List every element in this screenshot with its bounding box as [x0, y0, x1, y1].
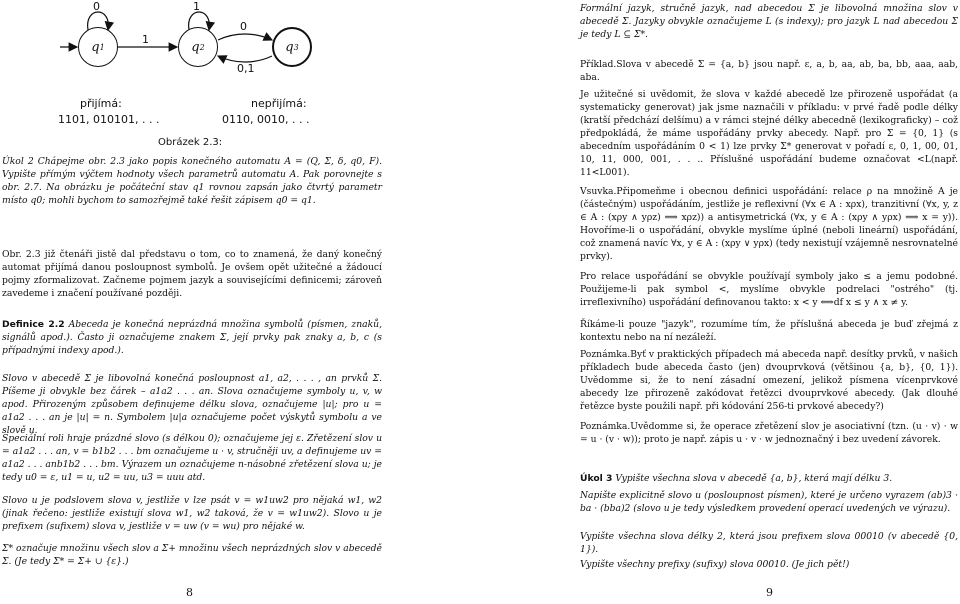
state-q2: q 2 — [178, 27, 218, 67]
accept-label: přijímá: — [80, 97, 122, 110]
task-3-d: Vypište všechny prefixy (sufixy) slova 00010. (Je jich pět!) — [580, 559, 850, 570]
paragraph-formal: Formální jazyk, stručně jazyk, nad abecedou Σ je libovolná množina slov v abecedě Σ. Jazyky obvykle označujeme L (s indexy); pro jazyk L nad abecedou Σ je tedy L ⊆ Σ*. — [580, 3, 958, 40]
paragraph-uzitecne: Je užitečné si uvědomit, že slova v každé abecedě lze přirozeně uspořádat (a systematicky generovat) jak jsme naznačili v příkladu: v prvé řadě podle délky (kratší předchází delšímu) a v rámci stejné délky abecedně (lexikograficky) – což předpokládá, že máme uspořádány prvky abecedy. Např. pro Σ = {0, 1} (s abecedním uspořádáním 0 < 1) lze prvky Σ* generovat v pořadí ε, 0, 1, 00, 01, 10, 11, 000, 001, . . .. Příslušné uspořádání budeme označovat <L(např. 11<L001). — [580, 89, 958, 178]
task-3-title: Úkol 3 — [580, 473, 613, 484]
state-q1: q 1 — [78, 27, 118, 67]
reject-values: 0110, 0010, . . . — [222, 113, 310, 126]
paragraph-poznamka-2: Poznámka.Uvědomme si, že operace zřetězení slov je asociativní (tzn. (u · v) · w = u · (v · w)); proto je např. zápis u · v · w jednoznačný i bez uvedení závorek. — [580, 421, 958, 445]
accept-values: 1101, 010101, . . . — [58, 113, 160, 126]
label-q2-q3: 0 — [240, 20, 247, 33]
state-q3: q 3 — [272, 27, 312, 67]
page-number-right: 9 — [766, 586, 773, 599]
task-3 — [580, 472, 958, 485]
paragraph-obr: Obr. 2.3 již čtenáři jistě dal představu o tom, co to znamená, že daný konečný automat přijímá danou posloupnost symbolů. Je ovšem opět užitečné a žádoucí pojmy zformalizovat. Začneme pojmem jazyk a souvisejícími definicemi; zároveň zavedeme i značení používané později. — [2, 249, 382, 299]
paragraph-vsuvka: Vsuvka.Připomeňme i obecnou definici uspořádání: relace ρ na množině A je (částečným) uspořádáním, jestliže je reflexivní (∀x ∈ A : xρx), tranzitivní (∀x, y, z ∈ A : (xρy ∧ yρz) ⟹ xρz)) a antisymetrická (∀x, y ∈ A : (xρy ∧ yρx) ⟹ x = y)). Hovoříme-li o uspořádání, obvykle myslíme úplné (neboli lineární) uspořádání, což znamená navíc ∀x, y ∈ A : (xρy ∨ yρx) (tedy nexistují vzájemně nesrovnatelné prvky). — [580, 186, 958, 262]
paragraph-rikame: Říkáme-li pouze "jazyk", rozumíme tím, že příslušná abeceda je buď zřejmá z kontextu nebo na ní nezáleží. — [580, 319, 958, 343]
paragraph-slovo: Slovo v abecedě Σ je libovolná konečná posloupnost a1, a2, . . . , an prvků Σ. Píšeme ji obvykle bez čárek – a1a2 . . . an. Slova označujeme symboly u, v, w apod. Přirozeným způsobem definujeme délku slova, označujeme |u|; pro u = a1a2 . . . an je |u| = n. Symbolem |u|a označujeme počet výskytů symbolu a ve slově u. — [2, 373, 382, 436]
task-3-b: Napište explicitně slovo u (posloupnost písmen), které je určeno vyrazem (ab)3 · ba · (bba)2 (slovo u je tedy výsledkem provedení operací uvedených ve výrazu). — [580, 490, 958, 514]
task-3-c: Vypište všechna slova délky 2, která jsou prefixem slova 00010 (v abecedě {0, 1}). — [580, 531, 958, 555]
page-number-left: 8 — [186, 586, 193, 599]
label-q1-loop: 0 — [93, 0, 100, 13]
reject-label: nepřijímá: — [251, 97, 307, 110]
definition-title: Definice 2.2 — [2, 319, 65, 330]
label-q1-q2: 1 — [142, 33, 149, 46]
paragraph-relace: Pro relace uspořádání se obvykle používají symboly jako ≤ a jemu podobné. Použijeme-li pak symbol <, myslíme obvykle podrelaci "ostrého" (tj. irreflexivního) uspořádání definovanou takto: x < y ⟺df x ≤ y ∧ x ≠ y. — [580, 271, 958, 308]
definition-2-2 — [2, 318, 382, 357]
paragraph-special: Speciální roli hraje prázdné slovo (s délkou 0); označujeme jej ε. Zřetězení slov u = a1a2 . . . an, v = b1b2 . . . bm označujeme u · v, stručněji uv, a definujeme uv = a1a2 . . . anb1b2 . . . bm. Výrazem un označujeme n-násobné zřetězení slova u; je tedy u0 = ε, u1 = u, u2 = uu, u3 = uuu atd. — [2, 433, 382, 483]
figure-caption: Obrázek 2.3: — [158, 137, 223, 148]
paragraph-sigma: Σ* označuje množinu všech slov a Σ+ množinu všech neprázdných slov v abecedě Σ. (Je tedy Σ* = Σ+ ∪ {ε}.) — [2, 543, 382, 567]
paragraph-poznamka-1: Poznámka.Byť v praktických případech má abeceda např. desítky prvků, v našich příkladech bude abeceda často (jen) dvouprvková (většinou {a, b}, {0, 1}). Uvědomme si, že to není zásadní omezení, jelikož písmena vícenprvkové abecedy lze přirozeně zakódovat řetězci dvouprvkové abecedy. (Jak dlouhé řetězce byste použili např. při kódování 256-ti prvkové abecedy?) — [580, 349, 958, 412]
label-q2-loop: 1 — [193, 0, 200, 13]
paragraph-podslovo: Slovo u je podslovem slova v, jestliže v lze psát v = w1uw2 pro nějaká w1, w2 (jinak řečeno: jestliže existují slova w1, w2 taková, že v = w1uw2). Slovo u je prefixem (sufixem) slova v, jestliže v = uw (v = wu) pro nějaké w. — [2, 495, 382, 532]
label-q3-q2: 0,1 — [237, 62, 255, 75]
task-2: Úkol 2 Chápejme obr. 2.3 jako popis konečného automatu A = (Q, Σ, δ, q0, F). Vypište přímým výčtem hodnoty všech parametrů automatu A. Pak porovnejte s obr. 2.7. Na obrázku je počáteční stav q1 rovnou zapsán jako čtvrtý parametr místo q0; mohli bychom to samozřejmě také řešit zápisem q0 = q1. — [2, 156, 382, 206]
paragraph-priklad: Příklad.Slova v abecedě Σ = {a, b} jsou např. ε, a, b, aa, ab, ba, bb, aaa, aab, aba. — [580, 59, 958, 83]
task-3-text: Vypište všechna slova v abecedě {a, b}, která mají délku 3. — [615, 473, 893, 484]
definition-text: Abeceda je konečná neprázdná množina symbolů (písmen, znaků, signálů apod.). Často ji označujeme znakem Σ, její prvky pak znaky a, b, c (s případnými indexy apod.). — [2, 319, 382, 356]
